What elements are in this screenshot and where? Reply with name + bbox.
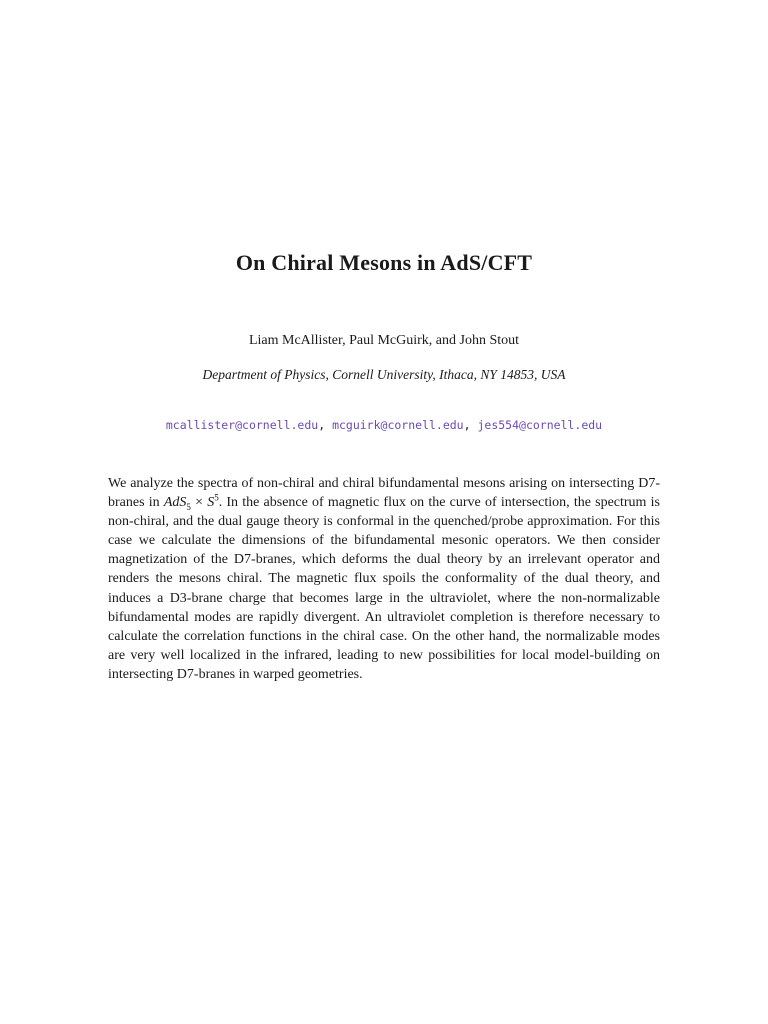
math-ads: AdS (163, 495, 187, 511)
email-link-mcguirk[interactable]: mcguirk@cornell.edu (332, 418, 464, 432)
math-sphere: S (207, 495, 215, 511)
abstract-text-2: . In the absence of magnetic flux on the curve of intersection, the spectrum is non-chiral, and the dual gauge theory is conformal in the quenched/probe approximation. For this case we calculate the dimensions of the bifundamental mesonic operators. We then consider magnetization of the D7-branes, which deforms the dual theory by an irrelevant operator and renders the mesons chiral. The magnetic flux spoils the conformality of the dual theory, and induces a D3-brane charge that becomes large in the ultraviolet, where the non-normalizable bifundamental modes are rapidly divergent. An ultraviolet completion is therefore necessary to calculate the correlation functions in the chiral case. On the other hand, the normalizable modes are very well localized in the infrared, leading to new possibilities for local model-building on intersecting D7-branes in warped geometries. (108, 495, 660, 682)
email-separator: , (463, 418, 478, 432)
abstract-paragraph (108, 474, 660, 684)
math-ads-subscript: 5 (186, 501, 191, 512)
email-link-mcallister[interactable]: mcallister@cornell.edu (165, 418, 319, 432)
email-separator: , (318, 418, 333, 432)
paper-title: On Chiral Mesons in AdS/CFT (235, 250, 533, 275)
abstract-text-1: We analyze the spectra of non-chiral and chiral bifundamental mesons arising on intersecting D7-branes in (108, 476, 660, 511)
email-link-stout[interactable]: jes554@cornell.edu (477, 418, 603, 432)
affiliation: Department of Physics, Cornell University, Ithaca, NY 14853, USA (202, 367, 566, 382)
email-list (0, 418, 768, 432)
math-sphere-superscript: 5 (214, 492, 219, 503)
abstract (108, 474, 660, 684)
math-times: × (190, 495, 208, 511)
author-list: Liam McAllister, Paul McGuirk, and John Stout (248, 333, 520, 348)
